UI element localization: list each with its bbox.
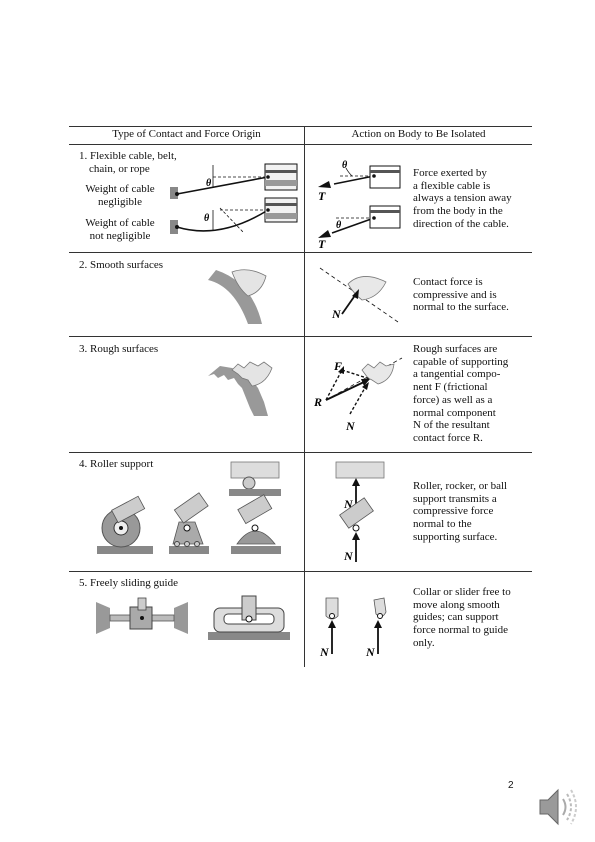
description-line: supporting surface. bbox=[413, 530, 498, 543]
collar-link bbox=[138, 598, 146, 610]
arrowhead bbox=[352, 478, 360, 486]
description-line: only. bbox=[413, 636, 435, 649]
cable-line bbox=[177, 177, 268, 194]
normal-force-label: N bbox=[346, 419, 355, 433]
shaft-support bbox=[96, 602, 110, 634]
row5-guide-illustration bbox=[92, 594, 298, 644]
row1-cable-fbd bbox=[312, 158, 408, 250]
description-line: Contact force is bbox=[413, 276, 483, 288]
row5-guide-fbd bbox=[316, 592, 402, 662]
description-line: N of the resultant bbox=[413, 419, 490, 432]
body-shading bbox=[265, 170, 297, 173]
body-shading bbox=[370, 210, 400, 213]
tension-label: T bbox=[318, 189, 326, 203]
sound-wave bbox=[571, 790, 576, 824]
resultant-label: R bbox=[314, 395, 323, 409]
theta-label: θ bbox=[336, 220, 342, 231]
body-shading bbox=[265, 203, 297, 206]
description-line: Collar or slider free to bbox=[413, 586, 511, 598]
description-line: force normal to guide bbox=[413, 624, 508, 637]
description-line: contact force R. bbox=[413, 431, 483, 444]
sublabel-line: Weight of cable bbox=[85, 217, 155, 229]
pin-icon bbox=[378, 614, 383, 619]
normal-force-vector bbox=[342, 294, 356, 314]
rocker-arm bbox=[174, 493, 208, 523]
normal-force-label: N bbox=[332, 307, 341, 321]
row1-description bbox=[413, 167, 512, 231]
row-divider bbox=[69, 252, 532, 253]
description-line: nent F (frictional bbox=[413, 381, 488, 394]
row-divider bbox=[69, 336, 532, 337]
sound-wave bbox=[563, 799, 566, 815]
arrowhead bbox=[318, 181, 331, 188]
normal-force-label: N bbox=[366, 645, 375, 659]
supported-body bbox=[231, 462, 279, 478]
description-line: normal to the bbox=[413, 518, 472, 531]
description-line: Force exerted by bbox=[413, 167, 487, 179]
theta-label: θ bbox=[204, 213, 210, 224]
arrowhead bbox=[328, 620, 336, 628]
description-line: Roller, rocker, or ball bbox=[413, 480, 508, 492]
pin-icon bbox=[372, 174, 376, 178]
description-line: direction of the cable. bbox=[413, 217, 509, 230]
friction-label: F bbox=[334, 359, 343, 373]
row1-sublabel-not-negligible bbox=[79, 217, 161, 243]
row2-smooth-fbd bbox=[312, 262, 408, 328]
normal-force-label: N bbox=[344, 549, 353, 563]
sublabel-line: Weight of cable bbox=[85, 183, 155, 195]
pin-icon bbox=[330, 614, 335, 619]
row2-description bbox=[413, 276, 509, 314]
row-divider bbox=[69, 452, 532, 453]
header-rule bbox=[69, 144, 532, 145]
row1-title-line: 1. Flexible cable, belt, bbox=[79, 150, 177, 162]
pin-icon bbox=[353, 525, 359, 531]
sound-wave bbox=[567, 794, 571, 820]
pin-icon bbox=[246, 616, 252, 622]
pin-icon bbox=[252, 525, 258, 531]
row4-title: 4. Roller support bbox=[79, 458, 154, 470]
small-roller bbox=[185, 542, 190, 547]
row5-description bbox=[413, 586, 511, 650]
description-line: a flexible cable is bbox=[413, 179, 491, 192]
row3-description bbox=[413, 343, 508, 445]
row4-roller-fbd bbox=[330, 458, 400, 566]
pin-icon bbox=[372, 216, 376, 220]
isolated-body bbox=[336, 462, 384, 478]
sagging-cable bbox=[177, 210, 268, 231]
description-line: a tangential compo- bbox=[413, 368, 501, 381]
ground-surface bbox=[208, 632, 290, 640]
speaker-body bbox=[540, 790, 558, 824]
row3-title: 3. Rough surfaces bbox=[79, 343, 159, 355]
description-line: from the body in the bbox=[413, 205, 503, 218]
row3-rough-fbd bbox=[312, 356, 408, 434]
pin-icon bbox=[266, 208, 270, 212]
rocker-arm bbox=[238, 495, 272, 524]
pin-icon bbox=[184, 525, 190, 531]
description-line: always a tension away bbox=[413, 192, 512, 205]
tension-vector bbox=[334, 176, 374, 184]
pin-icon bbox=[119, 526, 123, 530]
description-line: force) as well as a bbox=[413, 393, 493, 406]
sublabel-line: negligible bbox=[98, 196, 142, 208]
description-line: compressive and is bbox=[413, 288, 497, 301]
column-divider bbox=[304, 126, 305, 667]
description-line: normal component bbox=[413, 406, 496, 419]
row1-cable-illustration bbox=[165, 158, 300, 248]
normal-force-label: N bbox=[320, 645, 329, 659]
table-top-rule bbox=[69, 126, 532, 127]
row1-title-line: chain, or rope bbox=[89, 163, 150, 175]
theta-label: θ bbox=[206, 178, 212, 189]
page-number: 2 bbox=[508, 780, 514, 791]
pin-icon bbox=[266, 175, 270, 179]
row1-sublabel-negligible bbox=[79, 183, 161, 209]
theta-label: θ bbox=[342, 160, 348, 171]
pin-icon bbox=[140, 616, 144, 620]
ground-surface bbox=[97, 546, 153, 554]
ball-support bbox=[243, 477, 255, 489]
sublabel-line: not negligible bbox=[89, 230, 151, 242]
row4-roller-illustration bbox=[95, 458, 300, 566]
rocker-base bbox=[237, 531, 275, 544]
description-line: normal to the surface. bbox=[413, 301, 509, 314]
row3-rough-illustration bbox=[206, 358, 276, 418]
body-shading bbox=[265, 213, 297, 219]
body-shading bbox=[370, 170, 400, 173]
small-roller bbox=[195, 542, 200, 547]
row-divider bbox=[69, 571, 532, 572]
body-shading bbox=[265, 180, 297, 186]
description-line: compressive force bbox=[413, 505, 494, 518]
ground-surface bbox=[169, 546, 209, 554]
row2-title: 2. Smooth surfaces bbox=[79, 259, 164, 271]
header-action: Action on Body to Be Isolated bbox=[351, 128, 486, 140]
row5-title: 5. Freely sliding guide bbox=[79, 577, 178, 589]
description-line: support transmits a bbox=[413, 492, 497, 505]
description-line: Rough surfaces are bbox=[413, 343, 498, 355]
arrowhead bbox=[352, 532, 360, 540]
description-line: capable of supporting bbox=[413, 355, 509, 368]
arrowhead bbox=[374, 620, 382, 628]
tension-label: T bbox=[318, 237, 326, 250]
ground-surface bbox=[231, 546, 281, 554]
resultant-force-vector bbox=[326, 382, 364, 400]
row1-title bbox=[79, 150, 177, 176]
header-contact-type: Type of Contact and Force Origin bbox=[112, 128, 261, 140]
row4-description bbox=[413, 480, 507, 544]
description-line: move along smooth bbox=[413, 598, 500, 611]
ground-surface bbox=[229, 489, 281, 496]
shaft-support bbox=[174, 602, 188, 634]
description-line: guides; can support bbox=[413, 611, 499, 624]
speaker-icon[interactable] bbox=[532, 782, 582, 832]
normal-force-dashed bbox=[350, 386, 366, 414]
small-roller bbox=[175, 542, 180, 547]
row2-smooth-illustration bbox=[204, 262, 274, 328]
normal-force-label: N bbox=[344, 497, 353, 511]
